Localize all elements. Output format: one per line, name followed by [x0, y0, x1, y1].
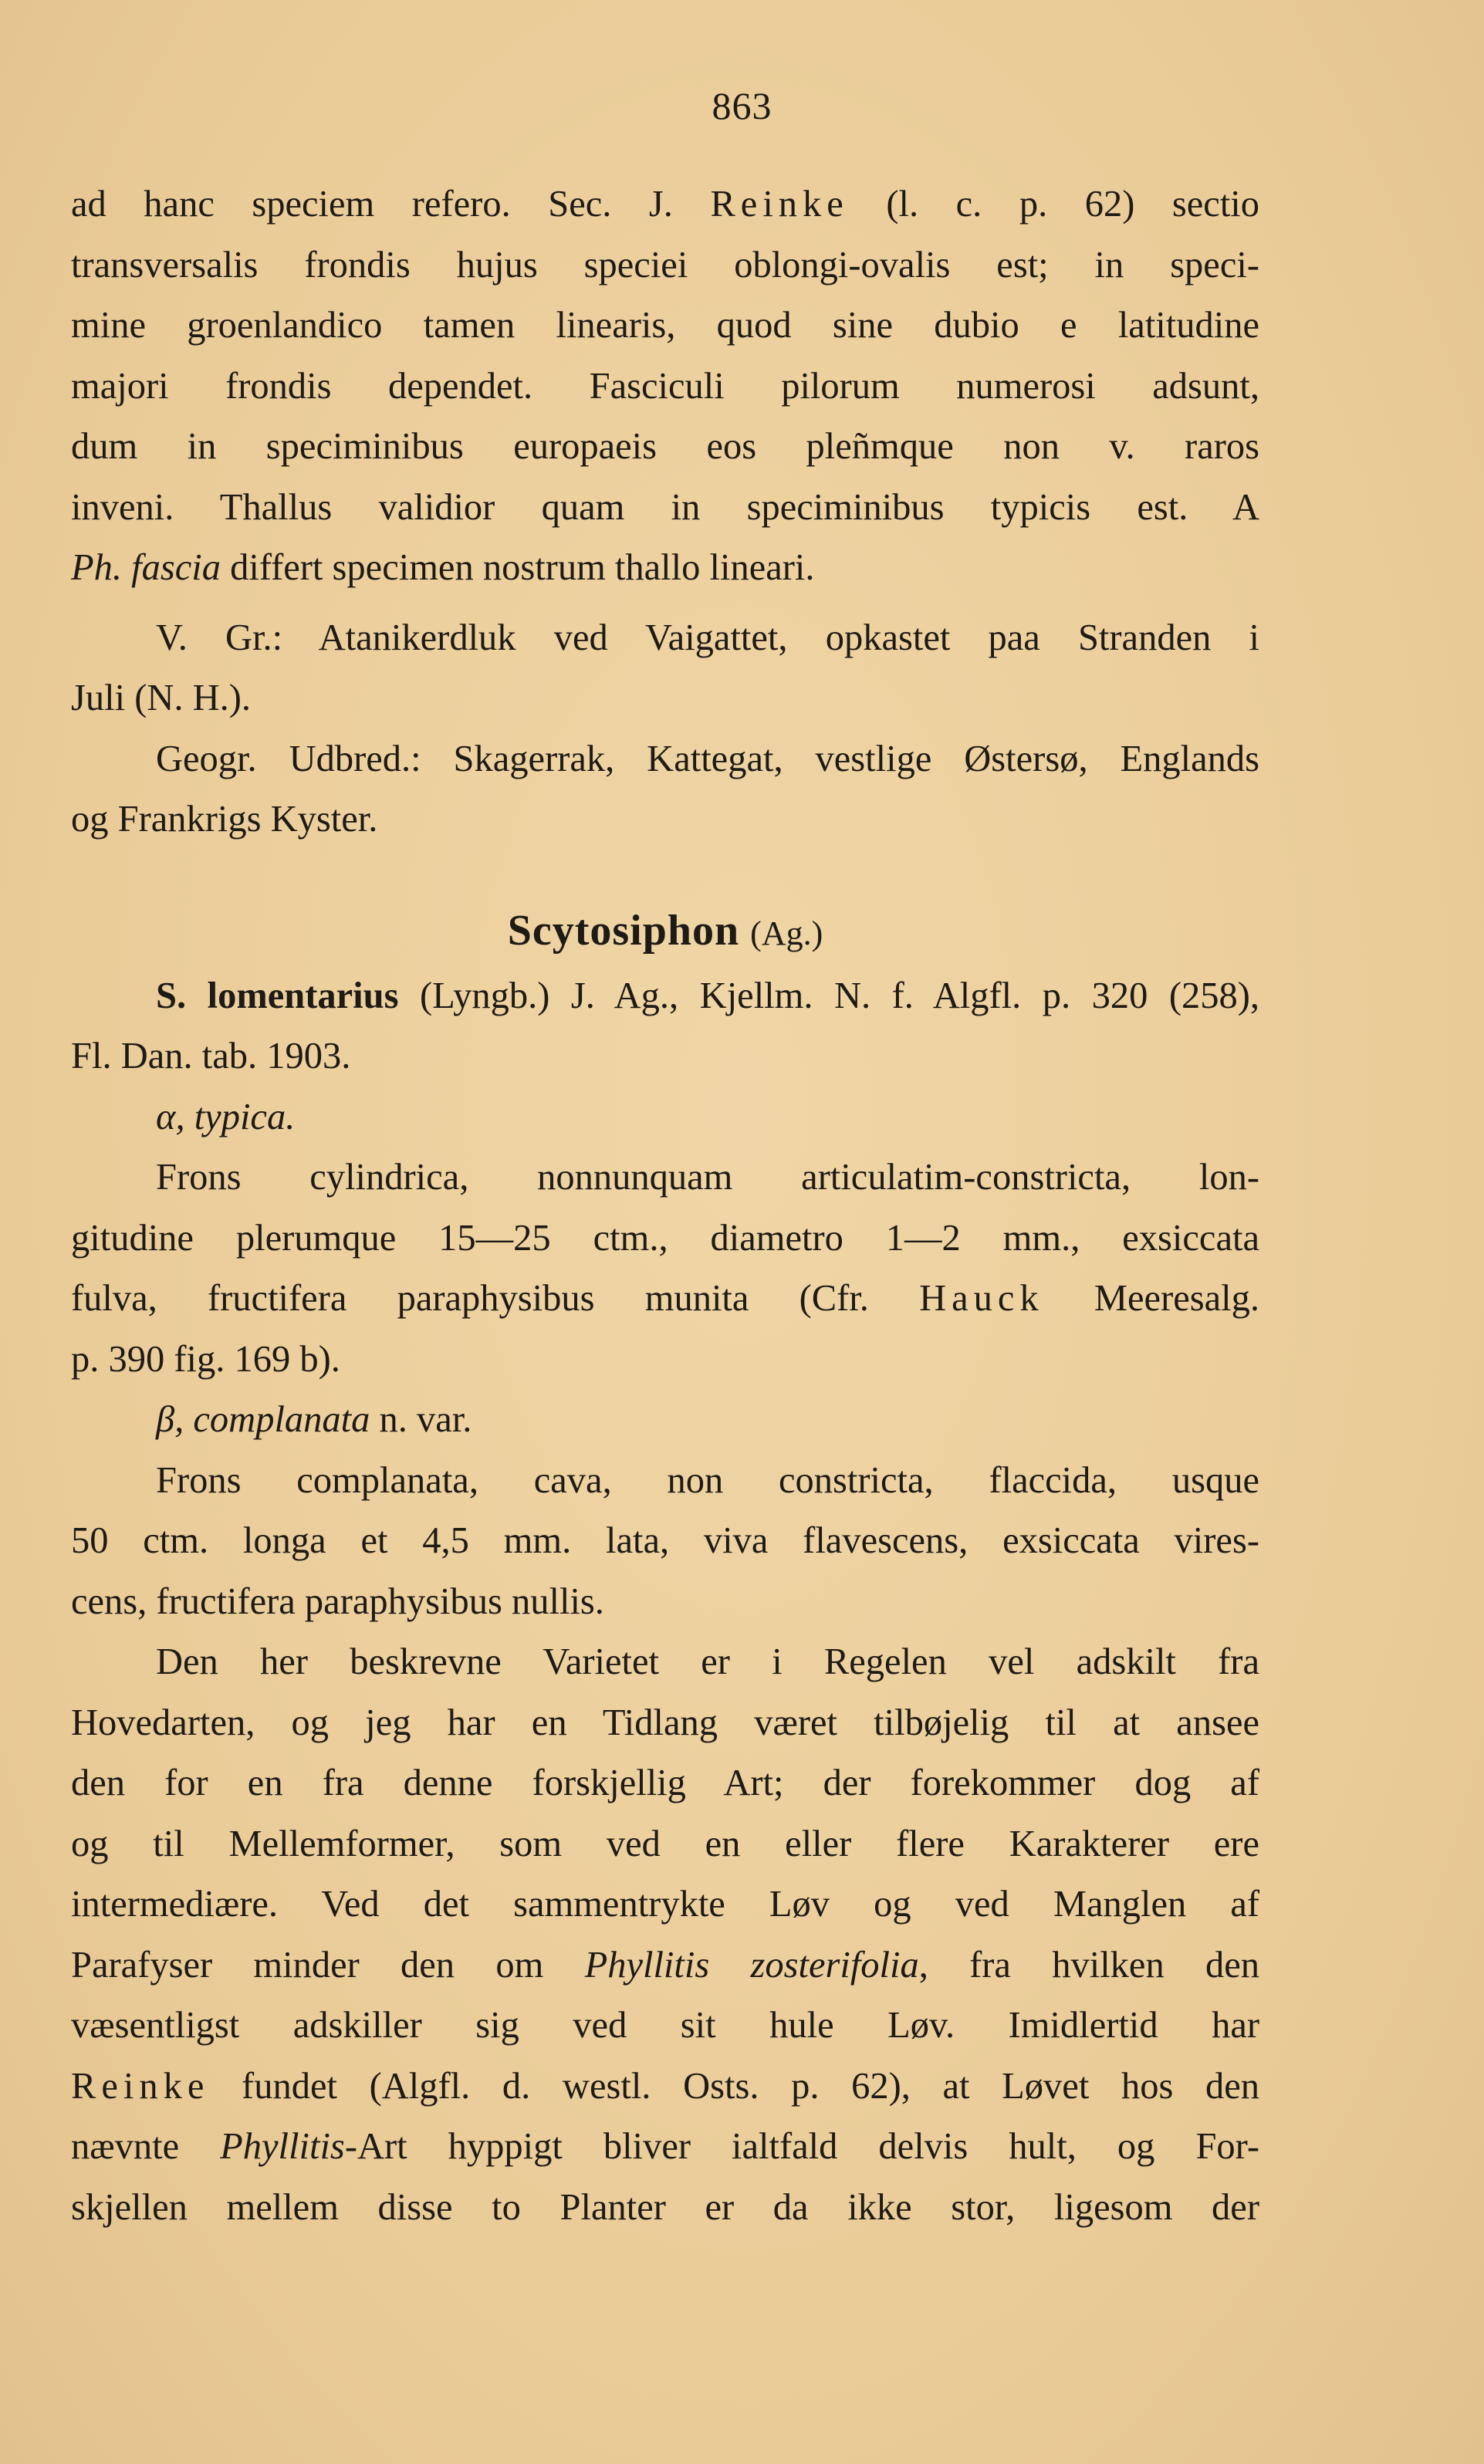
paragraph-discussion: [71, 1632, 1259, 2238]
text-line: Hovedarten, og jeg har en Tidlang været tilbøjelig til at ansee: [71, 1702, 1259, 1743]
taxon-name: Phyllitis: [220, 2126, 345, 2167]
locality-entry: [71, 608, 1259, 729]
species-name: S. lomentarius: [156, 975, 399, 1016]
genus-heading: [71, 895, 1259, 966]
text-line: mine groenlandico tamen linearis, quod sine dubio e latitudine: [71, 305, 1259, 346]
page-number: 863: [712, 84, 772, 127]
genus-author: (Ag.): [750, 914, 823, 952]
text-line: S. lomentarius (Lyngb.) J. Ag., Kjellm. N. f. Algfl. p. 320 (258),: [156, 975, 1259, 1016]
author-name: Reinke: [71, 2065, 210, 2107]
text-line: Juli (N. H.).: [71, 678, 252, 718]
distribution-entry: [71, 729, 1259, 850]
author-name: Hauck: [919, 1278, 1044, 1319]
text-line: og til Mellemformer, som ved en eller flere Karakterer ere: [71, 1823, 1259, 1864]
text-line: p. 390 fig. 169 b).: [71, 1338, 340, 1380]
text-line: Ph. fascia differt specimen nostrum thallo lineari.: [71, 547, 815, 588]
text-line: Frons cylindrica, nonnunquam articulatim-constricta, lon-: [156, 1157, 1259, 1198]
paragraph-alpha: [71, 1148, 1259, 1390]
variety-alpha-label: α, typica.: [156, 1096, 296, 1137]
text-line: intermediære. Ved det sammentrykte Løv og ved Manglen af: [71, 1884, 1259, 1925]
author-name: Reinke: [710, 184, 849, 225]
text-line: Geogr. Udbred.: Skagerrak, Kattegat, vestlige Østersø, Englands: [156, 738, 1259, 779]
genus-name: Scytosiphon: [507, 906, 740, 955]
text-line: fulva, fructifera paraphysibus munita (Cfr. Hauck Meeresalg.: [71, 1278, 1260, 1319]
text-column: [71, 174, 1259, 2238]
taxon-name: Phyllitis zosterifolia: [584, 1944, 919, 1986]
text-line: V. Gr.: Atanikerdluk ved Vaigattet, opkastet paa Stranden i: [156, 617, 1259, 658]
text-line: nævnte Phyllitis-Art hyppigt bliver ialtfald delvis hult, og For-: [71, 2126, 1260, 2167]
text-line: majori frondis dependet. Fasciculi pilorum numerosi adsunt,: [71, 365, 1259, 407]
text-line: cens, fructifera paraphysibus nullis.: [71, 1580, 604, 1622]
paragraph-continuation: [71, 174, 1259, 599]
text-line: Fl. Dan. tab. 1903.: [71, 1036, 351, 1077]
text-line: Parafyser minder den om Phyllitis zosterifolia, fra hvilken den: [71, 1944, 1259, 1986]
paragraph-beta: [71, 1451, 1259, 1633]
text-line: transversalis frondis hujus speciei oblongi-ovalis est; in speci-: [71, 244, 1259, 286]
species-entry: [71, 966, 1259, 1087]
text-line: den for en fra denne forskjellig Art; der forekommer dog af: [71, 1763, 1259, 1803]
text-line: Reinke fundet (Algfl. d. westl. Osts. p. 62), at Løvet hos den: [71, 2065, 1260, 2107]
text-line: ad hanc speciem refero. Sec. J. Reinke (l. c. p. 62) sectio: [71, 184, 1260, 225]
text-line: gitudine plerumque 15—25 ctm., diametro 1—2 mm., exsiccata: [71, 1217, 1259, 1259]
text-line: inveni. Thallus validior quam in speciminibus typicis est. A: [71, 486, 1259, 528]
taxon-name: Ph. fascia: [71, 547, 221, 588]
text-line: Den her beskrevne Varietet er i Regelen vel adskilt fra: [156, 1641, 1259, 1682]
text-line: dum in speciminibus europaeis eos pleñmque non v. raros: [71, 426, 1259, 467]
variety-beta-label: β, complanata n. var.: [156, 1399, 472, 1440]
text-line: og Frankrigs Kyster.: [71, 799, 378, 840]
text-line: væsentligst adskiller sig ved sit hule Løv. Imidlertid har: [71, 2005, 1259, 2046]
text-line: 50 ctm. longa et 4,5 mm. lata, viva flavescens, exsiccata vires-: [71, 1520, 1259, 1561]
text-line: Frons complanata, cava, non constricta, flaccida, usque: [156, 1459, 1259, 1501]
text-line: skjellen mellem disse to Planter er da ikke stor, ligesom der: [71, 2186, 1259, 2228]
